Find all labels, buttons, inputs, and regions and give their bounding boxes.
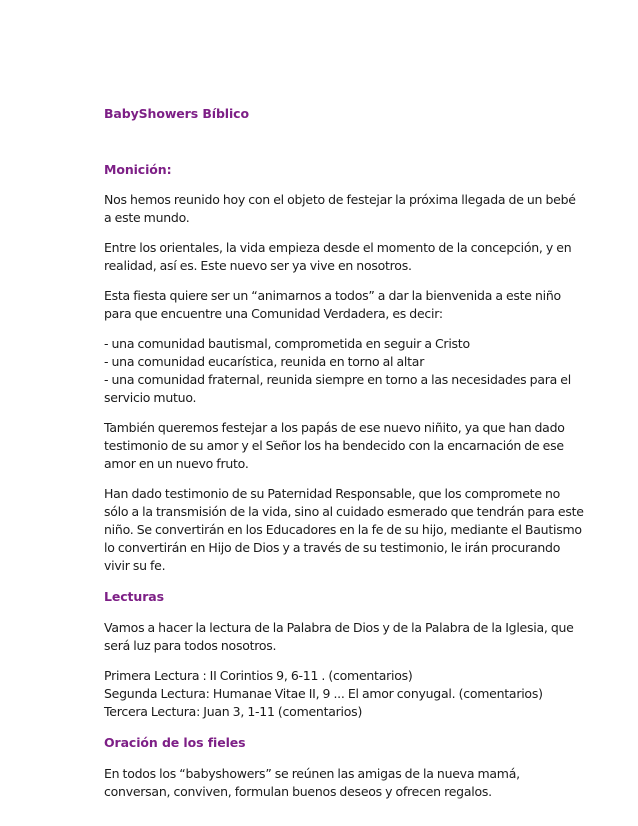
text-line: vivir su fe. bbox=[104, 558, 166, 573]
text-line: niño. Se convertirán en los Educadores en la fe de su hijo, mediante el Bautismo bbox=[104, 522, 582, 537]
section-heading-oracion: Oración de los fieles bbox=[104, 735, 246, 750]
text-line: Vamos a hacer la lectura de la Palabra de Dios y de la Palabra de la Iglesia, que bbox=[104, 620, 574, 635]
document-title: BabyShowers Bíblico bbox=[104, 106, 249, 121]
monicion-paragraph-4 bbox=[104, 419, 565, 473]
text-line: sólo a la transmisión de la vida, sino al cuidado esmerado que tendrán para este bbox=[104, 504, 584, 519]
monicion-paragraph-1 bbox=[104, 191, 576, 227]
lecturas-paragraph-1 bbox=[104, 619, 574, 655]
text-line: a este mundo. bbox=[104, 210, 190, 225]
text-line: testimonio de su amor y el Señor los ha bendecido con la encarnación de ese bbox=[104, 438, 564, 453]
lecturas-readings-list bbox=[104, 667, 549, 721]
text-line: Entre los orientales, la vida empieza desde el momento de la concepción, y en bbox=[104, 240, 572, 255]
list-item: - una comunidad fraternal, reunida siempre en torno a las necesidades para el bbox=[104, 372, 571, 387]
text-line: En todos los “babyshowers” se reúnen las amigas de la nueva mamá, bbox=[104, 766, 520, 781]
text-line: será luz para todos nosotros. bbox=[104, 638, 277, 653]
text-line: Han dado testimonio de su Paternidad Responsable, que los compromete no bbox=[104, 486, 561, 501]
section-heading-monicion: Monición: bbox=[104, 162, 172, 177]
monicion-paragraph-2 bbox=[104, 239, 572, 275]
text-line: Nos hemos reunido hoy con el objeto de festejar la próxima llegada de un bebé bbox=[104, 192, 576, 207]
monicion-community-list bbox=[104, 335, 571, 407]
text-line: Esta fiesta quiere ser un “animarnos a todos” a dar la bienvenida a este niño bbox=[104, 288, 561, 303]
text-line: conversan, conviven, formulan buenos deseos y ofrecen regalos. bbox=[104, 784, 492, 799]
list-item: Tercera Lectura: Juan 3, 1-11 (comentarios) bbox=[104, 704, 363, 719]
text-line: realidad, así es. Este nuevo ser ya vive en nosotros. bbox=[104, 258, 412, 273]
list-item: - una comunidad eucarística, reunida en torno al altar bbox=[104, 354, 425, 369]
text-line: lo convertirán en Hijo de Dios y a través de su testimonio, le irán procurando bbox=[104, 540, 561, 555]
list-item: - una comunidad bautismal, comprometida en seguir a Cristo bbox=[104, 336, 470, 351]
document-page bbox=[104, 105, 584, 801]
monicion-paragraph-5 bbox=[104, 485, 584, 575]
text-line: También queremos festejar a los papás de ese nuevo niñito, ya que han dado bbox=[104, 420, 565, 435]
list-item: servicio mutuo. bbox=[104, 390, 197, 405]
oracion-paragraph-1 bbox=[104, 765, 549, 801]
text-line: amor en un nuevo fruto. bbox=[104, 456, 249, 471]
section-heading-lecturas: Lecturas bbox=[104, 589, 164, 604]
monicion-paragraph-3 bbox=[104, 287, 561, 323]
text-line: para que encuentre una Comunidad Verdadera, es decir: bbox=[104, 306, 443, 321]
list-item: Segunda Lectura: Humanae Vitae II, 9 ... El amor conyugal. (comentarios) bbox=[104, 686, 543, 701]
list-item: Primera Lectura : II Corintios 9, 6-11 . (comentarios) bbox=[104, 668, 413, 683]
